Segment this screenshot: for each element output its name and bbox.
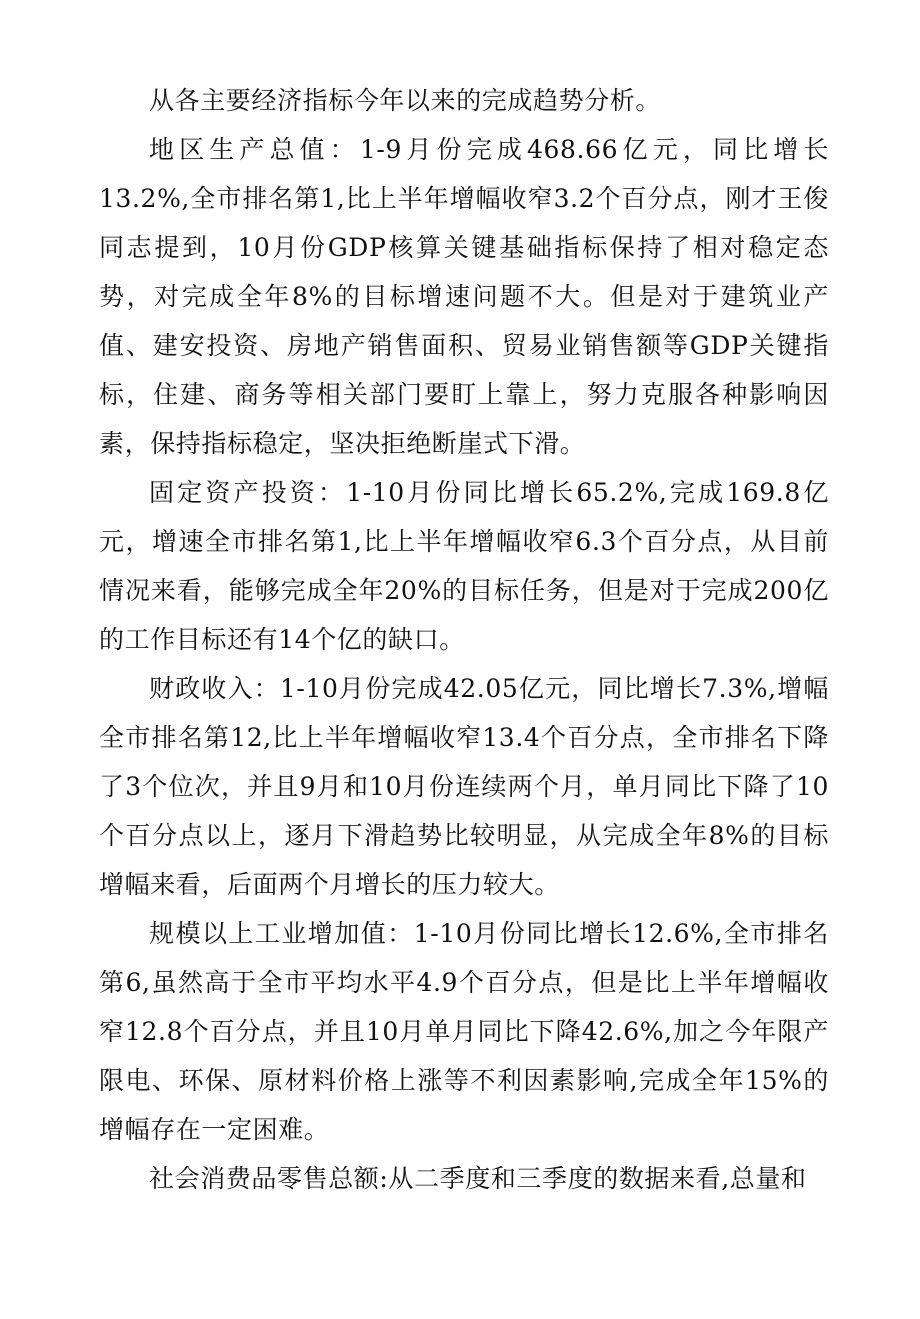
paragraph-fixed-asset-investment: 固定资产投资：1-10月份同比增长65.2%,完成169.8亿元，增速全市排名第1,比上半年增幅收窄6.3个百分点，从目前情况来看，能够完成全年20%的目标任务，但是对于完成200亿的工作目标还有14个亿的缺口。	[99, 478, 829, 654]
paragraph-industrial-value-added: 规模以上工业增加值：1-10月份同比增长12.6%,全市排名第6,虽然高于全市平均水平4.9个百分点，但是比上半年增幅收窄12.8个百分点，并且10月单月同比下降42.6%,加之今年限产限电、环保、原材料价格上涨等不利因素影响,完成全年15%的增幅存在一定困难。	[99, 919, 829, 1144]
paragraph-retail-sales: 社会消费品零售总额:从二季度和三季度的数据来看,总量和	[149, 1164, 807, 1193]
paragraph-gdp: 地区生产总值：1-9月份完成468.66亿元，同比增长13.2%,全市排名第1,比上半年增幅收窄3.2个百分点，刚才王俊同志提到，10月份GDP核算关键基础指标保持了相对稳定态势，对完成全年8%的目标增速问题不大。但是对于建筑业产值、建安投资、房地产销售面积、贸易业销售额等GDP关键指标，住建、商务等相关部门要盯上靠上，努力克服各种影响因素，保持指标稳定，坚决拒绝断崖式下滑。	[99, 135, 829, 458]
paragraph-intro: 从各主要经济指标今年以来的完成趋势分析。	[149, 86, 662, 115]
document-body	[99, 76, 829, 1203]
paragraph-fiscal-revenue: 财政收入：1-10月份完成42.05亿元，同比增长7.3%,增幅全市排名第12,比上半年增幅收窄13.4个百分点，全市排名下降了3个位次，并且9月和10月份连续两个月，单月同比下降了10个百分点以上，逐月下滑趋势比较明显，从完成全年8%的目标增幅来看，后面两个月增长的压力较大。	[99, 674, 829, 899]
